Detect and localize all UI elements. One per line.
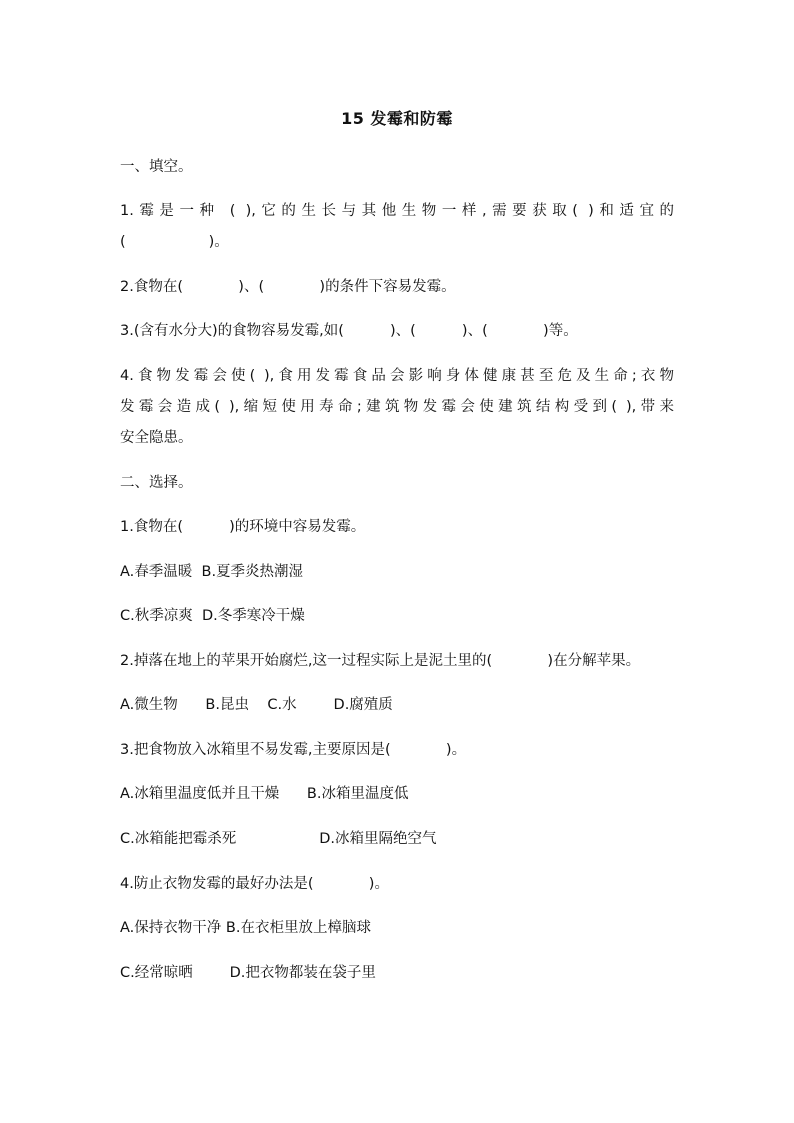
question-4-line-1: 4.食物发霉会使( ),食用发霉食品会影响身体健康甚至危及生命;衣物 bbox=[120, 368, 674, 384]
question-3: 3.(含有水分大)的食物容易发霉,如( )、( )、( )等。 bbox=[120, 323, 578, 339]
section-heading-fill-in: 一、填空。 bbox=[120, 159, 193, 175]
choice-2-options: A.微生物 B.昆虫 C.水 D.腐殖质 bbox=[120, 697, 393, 713]
question-4-line-2: 发霉会造成( ),缩短使用寿命;建筑物发霉会使建筑结构受到( ),带来 bbox=[120, 399, 674, 415]
question-1-line-2: ( )。 bbox=[120, 234, 229, 250]
choice-1-options-cd: C.秋季凉爽 D.冬季寒冷干燥 bbox=[120, 608, 305, 624]
choice-3-options-cd: C.冰箱能把霉杀死 D.冰箱里隔绝空气 bbox=[120, 831, 437, 847]
question-1-line-1: 1.霉是一种 ( ),它的生长与其他生物一样,需要获取( )和适宜的 bbox=[120, 203, 674, 219]
choice-4-options-cd: C.经常晾晒 D.把衣物都装在袋子里 bbox=[120, 965, 376, 981]
choice-3-stem: 3.把食物放入冰箱里不易发霉,主要原因是( )。 bbox=[120, 742, 467, 758]
page-title: 15 发霉和防霉 bbox=[341, 109, 453, 128]
choice-1-stem: 1.食物在( )的环境中容易发霉。 bbox=[120, 519, 366, 535]
question-2: 2.食物在( )、( )的条件下容易发霉。 bbox=[120, 279, 456, 295]
choice-1-options-ab: A.春季温暖 B.夏季炎热潮湿 bbox=[120, 564, 304, 580]
section-heading-choice: 二、选择。 bbox=[120, 475, 193, 491]
choice-4-options-ab: A.保持衣物干净 B.在衣柜里放上樟脑球 bbox=[120, 920, 371, 936]
choice-2-stem: 2.掉落在地上的苹果开始腐烂,这一过程实际上是泥土里的( )在分解苹果。 bbox=[120, 653, 641, 669]
choice-3-options-ab: A.冰箱里温度低并且干燥 B.冰箱里温度低 bbox=[120, 786, 409, 802]
choice-4-stem: 4.防止衣物发霉的最好办法是( )。 bbox=[120, 876, 389, 892]
question-4-line-3: 安全隐患。 bbox=[120, 430, 193, 446]
